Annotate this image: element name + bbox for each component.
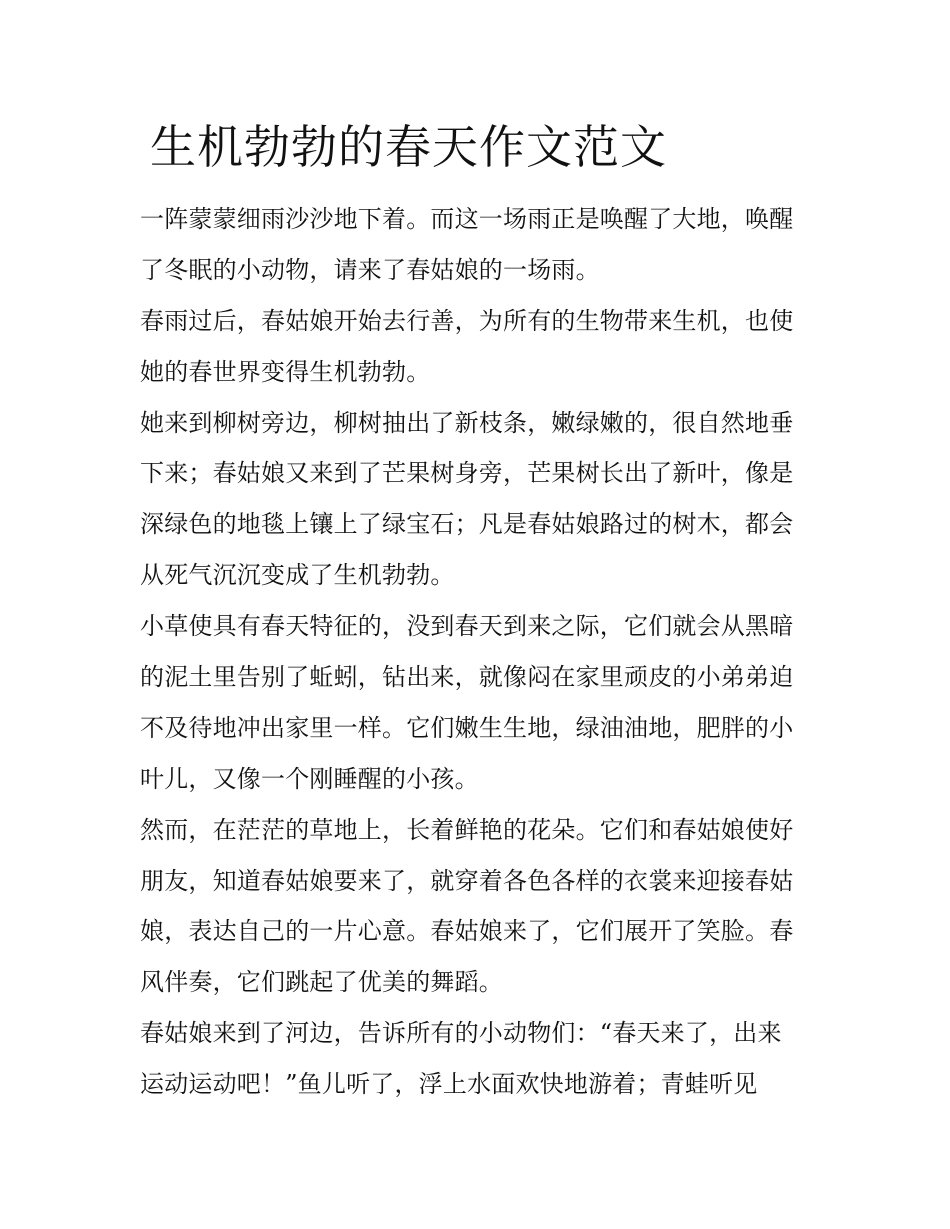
text-line: 的泥土里告别了蚯蚓，钻出来，就像闷在家里顽皮的小弟弟迫 bbox=[140, 663, 794, 692]
document-title: 生机勃勃的春天作文范文 bbox=[150, 120, 667, 174]
text-line: 她的春世界变得生机勃勃。 bbox=[140, 357, 431, 386]
text-line: 不及待地冲出家里一样。它们嫩生生地，绿油油地，肥胖的小 bbox=[140, 713, 794, 742]
text-line: 春雨过后，春姑娘开始去行善，为所有的生物带来生机，也使 bbox=[140, 306, 794, 335]
text-line: 深绿色的地毯上镶上了绿宝石；凡是春姑娘路过的树木，都会 bbox=[140, 510, 794, 539]
text-line: 了冬眠的小动物，请来了春姑娘的一场雨。 bbox=[140, 255, 600, 284]
text-line: 下来；春姑娘又来到了芒果树身旁，芒果树长出了新叶，像是 bbox=[140, 459, 794, 488]
text-line: 从死气沉沉变成了生机勃勃。 bbox=[140, 561, 455, 590]
text-line: 一阵蒙蒙细雨沙沙地下着。而这一场雨正是唤醒了大地，唤醒 bbox=[140, 205, 794, 233]
text-line: 运动运动吧！”鱼儿听了，浮上水面欢快地游着；青蛙听见 bbox=[140, 1070, 758, 1099]
text-line: 朋友，知道春姑娘要来了，就穿着各色各样的衣裳来迎接春姑 bbox=[140, 866, 794, 895]
text-line: 娘，表达自己的一片心意。春姑娘来了，它们展开了笑脸。春 bbox=[140, 917, 794, 946]
text-line: 她来到柳树旁边，柳树抽出了新枝条，嫩绿嫩的，很自然地垂 bbox=[140, 408, 794, 437]
text-line: 叶儿，又像一个刚睡醒的小孩。 bbox=[140, 764, 479, 793]
text-line: 然而，在茫茫的草地上，长着鲜艳的花朵。它们和春姑娘使好 bbox=[140, 815, 794, 844]
text-line: 春姑娘来到了河边，告诉所有的小动物们：“春天来了，出来 bbox=[140, 1019, 782, 1048]
text-line: 小草使具有春天特征的，没到春天到来之际，它们就会从黑暗 bbox=[140, 612, 794, 641]
document-body bbox=[140, 194, 820, 1110]
text-line: 风伴奏，它们跳起了优美的舞蹈。 bbox=[140, 968, 503, 997]
